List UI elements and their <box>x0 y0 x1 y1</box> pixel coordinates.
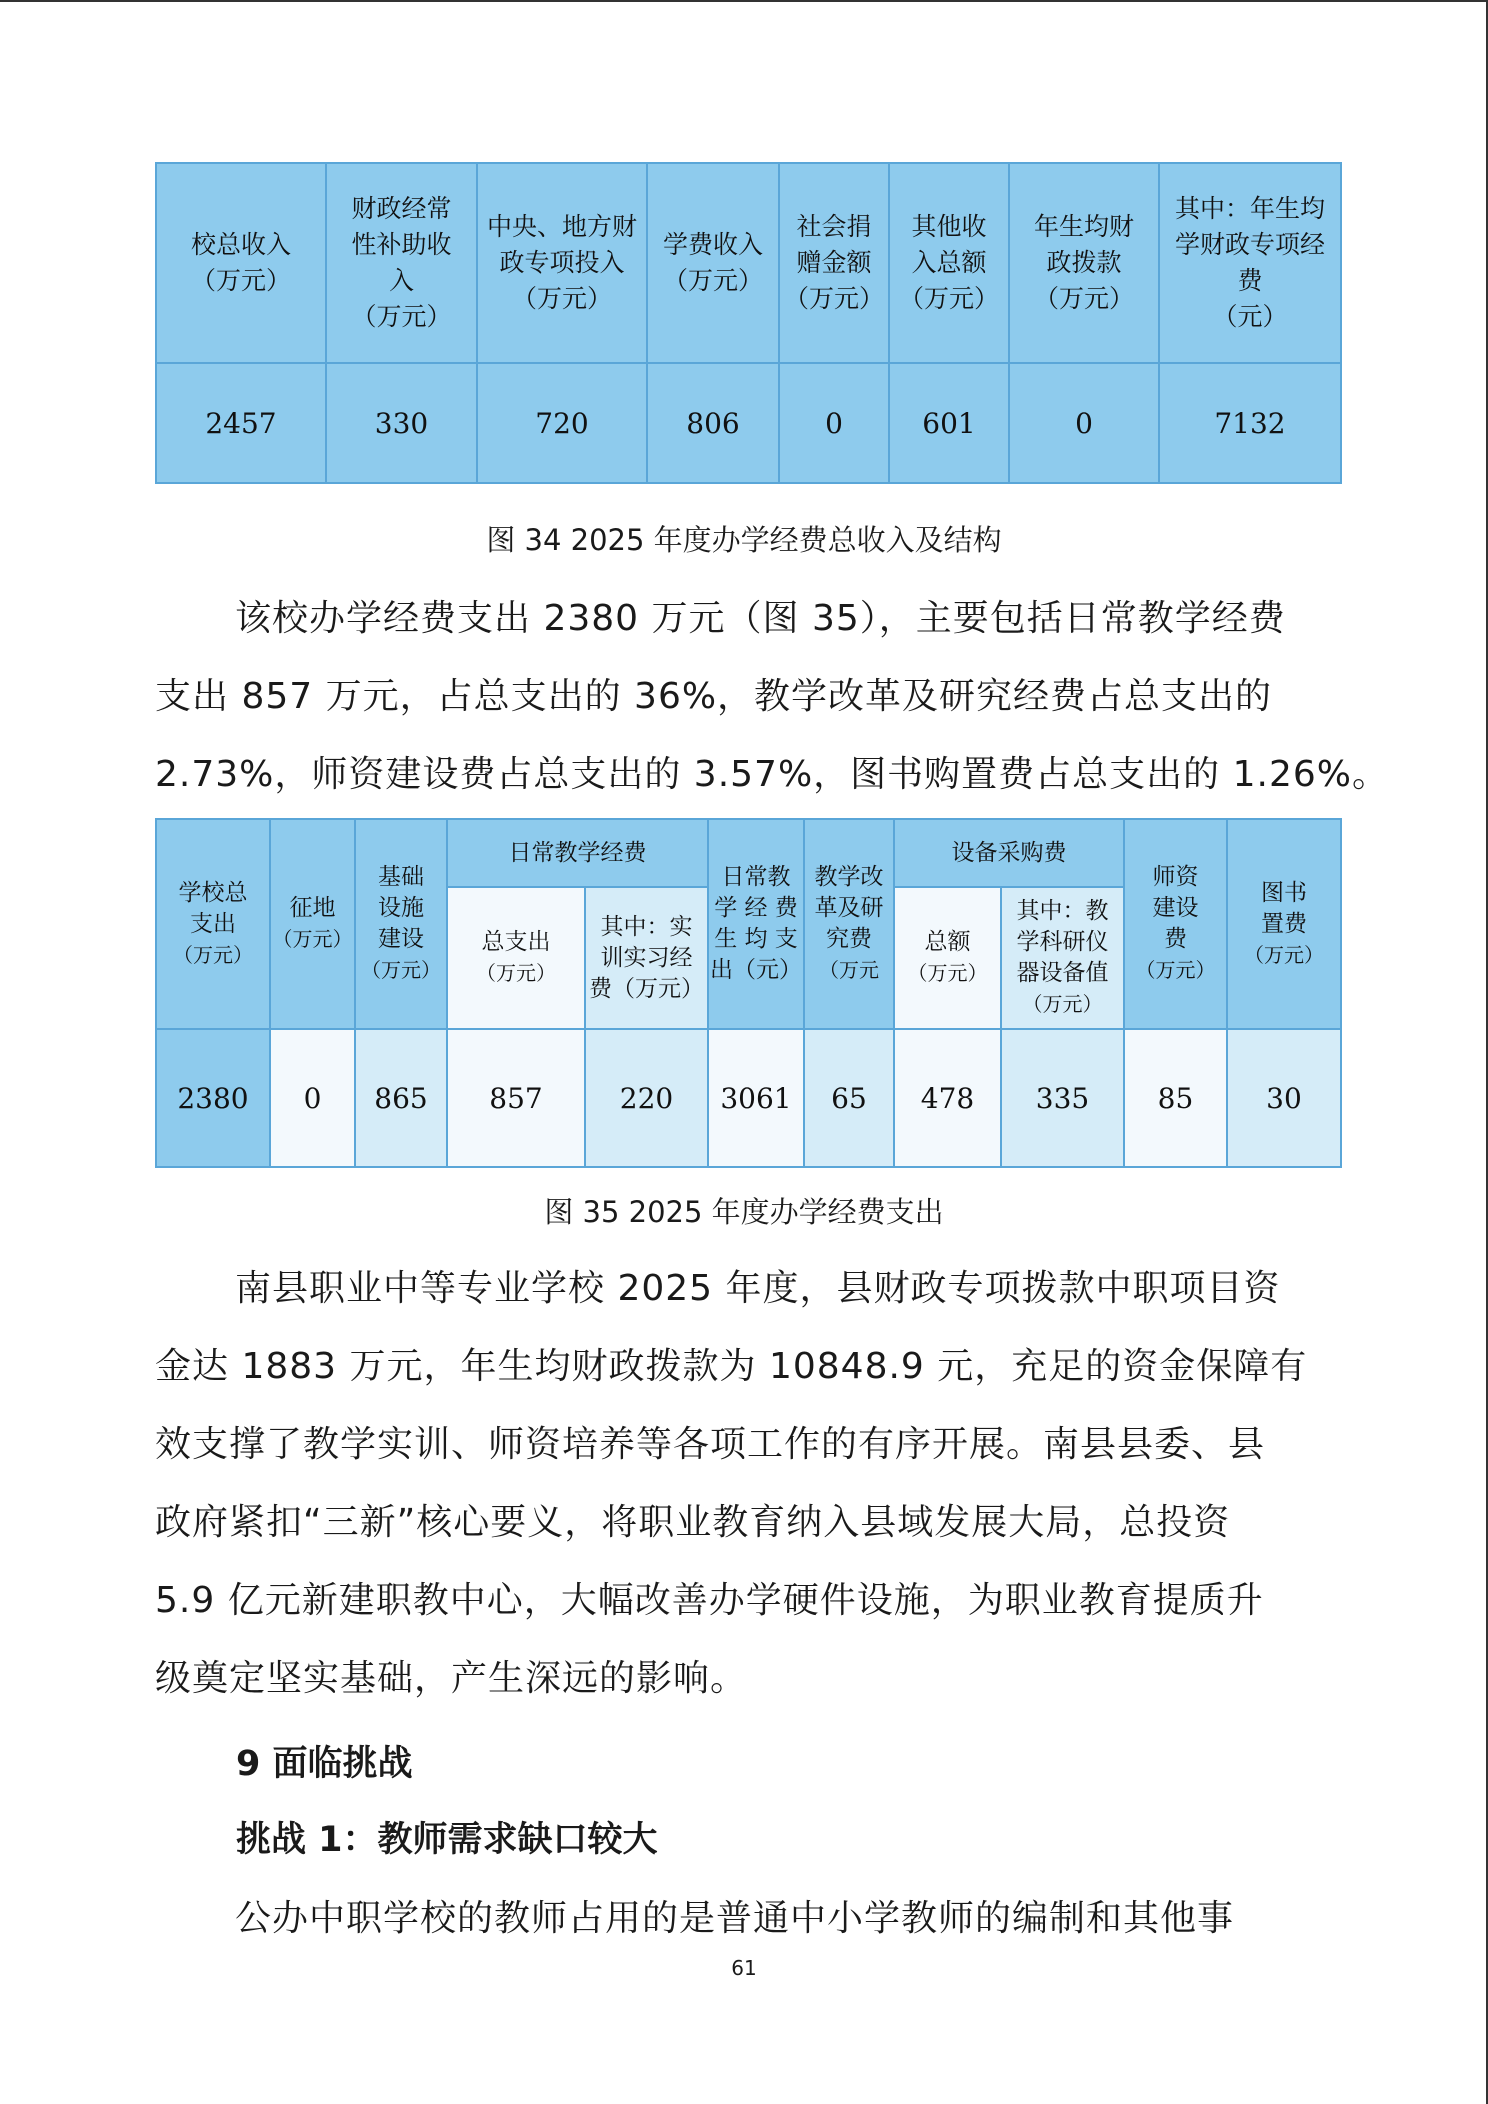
header-total-expenditure <box>156 819 270 1029</box>
table2-value-row <box>156 1029 1341 1167</box>
header-teacher-development <box>1124 819 1227 1029</box>
paragraph-line: 该校办学经费支出 2380 万元（图 35），主要包括日常教学经费 <box>235 598 1286 639</box>
table-cell: 601 <box>889 363 1009 483</box>
header-line: 其中：教 <box>1016 898 1109 924</box>
header-line: 入总额 <box>911 248 987 277</box>
header-line: 设施 <box>378 895 424 921</box>
header-line: 支出 <box>190 910 236 937</box>
header-other-income <box>889 163 1009 363</box>
table-cell: 85 <box>1124 1029 1227 1167</box>
paragraph-line: 5.9 亿元新建职教中心，大幅改善办学硬件设施，为职业教育提质升 <box>155 1580 1264 1621</box>
header-line: 总支出 <box>481 929 551 955</box>
header-line: 费（万元） <box>589 975 704 1002</box>
header-line: 师资 <box>1152 864 1199 890</box>
header-special-investment <box>477 163 647 363</box>
table2-header-row-1 <box>156 819 1341 887</box>
header-line: （万元） <box>1135 958 1216 982</box>
header-line: 建设 <box>378 926 424 952</box>
header-line: （万元） <box>898 284 999 313</box>
header-line: （万元） <box>1244 942 1324 967</box>
header-line: 学 经 费 <box>714 895 798 921</box>
header-line: 器设备值 <box>1016 960 1109 986</box>
paragraph-line: 南县职业中等专业学校 2025 年度，县财政专项拨款中职项目资 <box>235 1268 1281 1309</box>
header-donations <box>779 163 889 363</box>
header-line: 其中：实 <box>600 913 693 940</box>
header-books <box>1227 819 1341 1029</box>
header-line: 赠金额 <box>796 248 872 277</box>
expenditure-table <box>155 818 1342 1168</box>
header-line: （万元） <box>1022 992 1103 1016</box>
figure-caption-35: 图 35 2025 年度办学经费支出 <box>544 1195 944 1229</box>
header-per-student-allocation <box>1009 163 1159 363</box>
header-line: 费 <box>1237 266 1263 295</box>
header-line: （万元） <box>351 302 452 331</box>
header-daily-teaching-group: 日常教学经费 <box>447 819 708 887</box>
table-cell: 720 <box>477 363 647 483</box>
header-line: （万元 <box>819 958 879 982</box>
header-line: 财政经常 <box>351 194 452 223</box>
header-line: 入 <box>388 266 414 295</box>
header-line: （万元） <box>190 266 291 295</box>
header-fiscal-subsidy <box>326 163 477 363</box>
paragraph-funding <box>155 1250 1340 1718</box>
header-line: 总额 <box>924 929 971 955</box>
table-cell: 2380 <box>156 1029 270 1167</box>
header-line: 教学改 <box>814 864 884 890</box>
paragraph-line: 金达 1883 万元，年生均财政拨款为 10848.9 元，充足的资金保障有 <box>155 1346 1308 1387</box>
header-daily-total <box>447 887 585 1029</box>
header-line: （万元） <box>476 961 556 985</box>
header-line: 基础 <box>378 864 424 890</box>
header-line: 中央、地方财 <box>486 212 637 241</box>
header-total-income <box>156 163 326 363</box>
header-line: 性补助收 <box>351 230 452 259</box>
header-line: （万元） <box>907 961 988 985</box>
header-line: 革及研 <box>814 895 884 921</box>
header-line: 置费 <box>1261 910 1307 937</box>
header-equipment-total <box>894 887 1001 1029</box>
header-line: 其他收 <box>911 212 987 241</box>
header-line: （万元） <box>1033 284 1134 313</box>
figure-caption-34: 图 34 2025 年度办学经费总收入及结构 <box>486 523 1002 557</box>
header-line: 校总收入 <box>190 230 291 259</box>
table-cell: 0 <box>779 363 889 483</box>
table-cell: 7132 <box>1159 363 1341 483</box>
header-line: （万元） <box>173 942 253 967</box>
table1-value-row <box>156 363 1341 483</box>
header-line: 生 均 支 <box>714 926 798 952</box>
paragraph-line: 效支撑了教学实训、师资培养等各项工作的有序开展。南县县委、县 <box>155 1424 1266 1465</box>
header-line: 出（元） <box>710 957 802 983</box>
paragraph-challenge <box>155 1880 1340 1958</box>
table-cell: 30 <box>1227 1029 1341 1167</box>
header-line: （万元） <box>511 284 612 313</box>
header-line: 日常教 <box>721 864 791 890</box>
header-infrastructure <box>355 819 447 1029</box>
table-cell: 0 <box>270 1029 355 1167</box>
header-equipment-group: 设备采购费 <box>894 819 1124 887</box>
header-line: 政专项投入 <box>499 248 625 277</box>
header-line: 学校总 <box>178 879 248 906</box>
header-line: 其中：年生均 <box>1174 194 1325 223</box>
header-line: 建设 <box>1152 895 1199 921</box>
table-cell: 2457 <box>156 363 326 483</box>
table-cell: 865 <box>355 1029 447 1167</box>
header-line: 学财政专项经 <box>1174 230 1325 259</box>
section-heading: 9 面临挑战 <box>236 1744 413 1784</box>
header-line: （万元） <box>272 927 353 951</box>
header-reform-research <box>804 819 894 1029</box>
table-cell: 0 <box>1009 363 1159 483</box>
table-cell: 3061 <box>708 1029 804 1167</box>
page-number: 61 <box>731 1956 757 1980</box>
table-cell: 220 <box>585 1029 708 1167</box>
table-cell: 857 <box>447 1029 585 1167</box>
header-line: 征地 <box>289 895 336 921</box>
header-tuition-income <box>647 163 779 363</box>
header-line: 学费收入 <box>662 230 763 259</box>
subsection-heading: 挑战 1：教师需求缺口较大 <box>236 1820 658 1860</box>
header-line: 学科研仪 <box>1016 929 1109 955</box>
header-per-student-daily <box>708 819 804 1029</box>
header-per-student-special <box>1159 163 1341 363</box>
paragraph-expenditure <box>155 580 1389 814</box>
header-line: 训实习经 <box>600 944 693 971</box>
header-line: （元） <box>1212 302 1288 331</box>
header-line: 费 <box>1164 926 1187 952</box>
table-cell: 330 <box>326 363 477 483</box>
header-line: 政拨款 <box>1046 248 1122 277</box>
income-structure-table <box>155 162 1342 484</box>
header-line: 图书 <box>1261 879 1307 906</box>
paragraph-line: 2.73%，师资建设费占总支出的 3.57%，图书购置费占总支出的 1.26%。 <box>155 754 1389 795</box>
header-land <box>270 819 355 1029</box>
paragraph-line: 政府紧扣“三新”核心要义，将职业教育纳入县域发展大局，总投资 <box>155 1502 1231 1543</box>
header-line: 究费 <box>826 926 872 952</box>
header-daily-training <box>585 887 708 1029</box>
header-line: 年生均财 <box>1033 212 1134 241</box>
table-cell: 65 <box>804 1029 894 1167</box>
paragraph-line: 支出 857 万元，占总支出的 36%，教学改革及研究经费占总支出的 <box>155 676 1273 717</box>
table-cell: 335 <box>1001 1029 1124 1167</box>
header-line: 社会捐 <box>796 212 872 241</box>
paragraph-line: 级奠定坚实基础，产生深远的影响。 <box>155 1658 748 1699</box>
table-cell: 478 <box>894 1029 1001 1167</box>
header-line: （万元） <box>361 958 441 982</box>
header-equipment-research <box>1001 887 1124 1029</box>
header-line: （万元） <box>783 284 884 313</box>
header-line: （万元） <box>662 266 763 295</box>
paragraph-line: 公办中职学校的教师占用的是普通中小学教师的编制和其他事 <box>235 1898 1235 1939</box>
table1-header-row <box>156 163 1341 363</box>
top-border-line <box>0 0 1488 2</box>
table-cell: 806 <box>647 363 779 483</box>
